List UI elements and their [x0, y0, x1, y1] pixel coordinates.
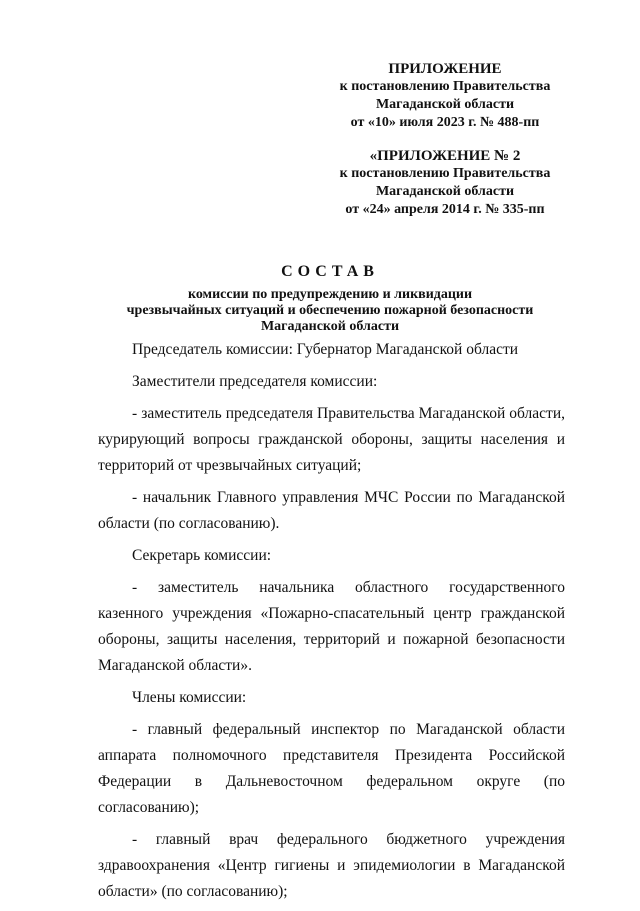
appendix-previous: [330, 147, 560, 219]
members-heading: Члены комиссии:: [132, 689, 247, 706]
appendix-ref-line: к постановлению Правительства: [339, 166, 551, 181]
appendix-heading: ПРИЛОЖЕНИЕ: [388, 61, 502, 77]
appendix-heading: «ПРИЛОЖЕНИЕ № 2: [369, 148, 521, 164]
secretary-heading: Секретарь комиссии:: [132, 547, 272, 564]
appendix-region-line: Магаданской области: [375, 97, 515, 112]
document-body: [98, 337, 565, 911]
list-item: - начальник Главного управления МЧС России по Магаданской области (по согласованию).: [98, 489, 565, 532]
appendix-ref-line: к постановлению Правительства: [339, 79, 551, 94]
list-item: - заместитель начальника областного государственного казенного учреждения «Пожарно-спасательный центр гражданской обороны, защиты населения, территорий и пожарной безопасности Магаданской области».: [98, 579, 565, 674]
deputies-heading: Заместители председателя комиссии:: [132, 373, 378, 390]
appendix-region-line: Магаданской области: [375, 184, 515, 199]
appendix-current: [330, 60, 560, 132]
document-title: СОСТАВ: [281, 263, 379, 280]
appendix-date-line: от «24» апреля 2014 г. № 335-пп: [345, 202, 545, 217]
chairman-line: Председатель комиссии: Губернатор Магаданской области: [132, 341, 519, 358]
document-subtitle-line: чрезвычайных ситуаций и обеспечению пожарной безопасности: [126, 303, 534, 318]
appendix-date-line: от «10» июля 2023 г. № 488-пп: [350, 115, 540, 130]
list-item: - главный федеральный инспектор по Магаданской области аппарата полномочного представителя Президента Российской Федерации в Дальневосточном федеральном округе (по согласованию);: [98, 721, 565, 816]
list-item: - заместитель председателя Правительства Магаданской области, курирующий вопросы гражданской обороны, защиты населения и территорий от чрезвычайных ситуаций;: [98, 405, 565, 474]
document-subtitle-line: комиссии по предупреждению и ликвидации: [187, 287, 473, 302]
list-item: - главный врач федерального бюджетного учреждения здравоохранения «Центр гигиены и эпидемиологии в Магаданской области» (по согласованию);: [98, 831, 565, 900]
document-title-block: [90, 263, 570, 335]
document-subtitle-line: Магаданской области: [260, 319, 400, 334]
